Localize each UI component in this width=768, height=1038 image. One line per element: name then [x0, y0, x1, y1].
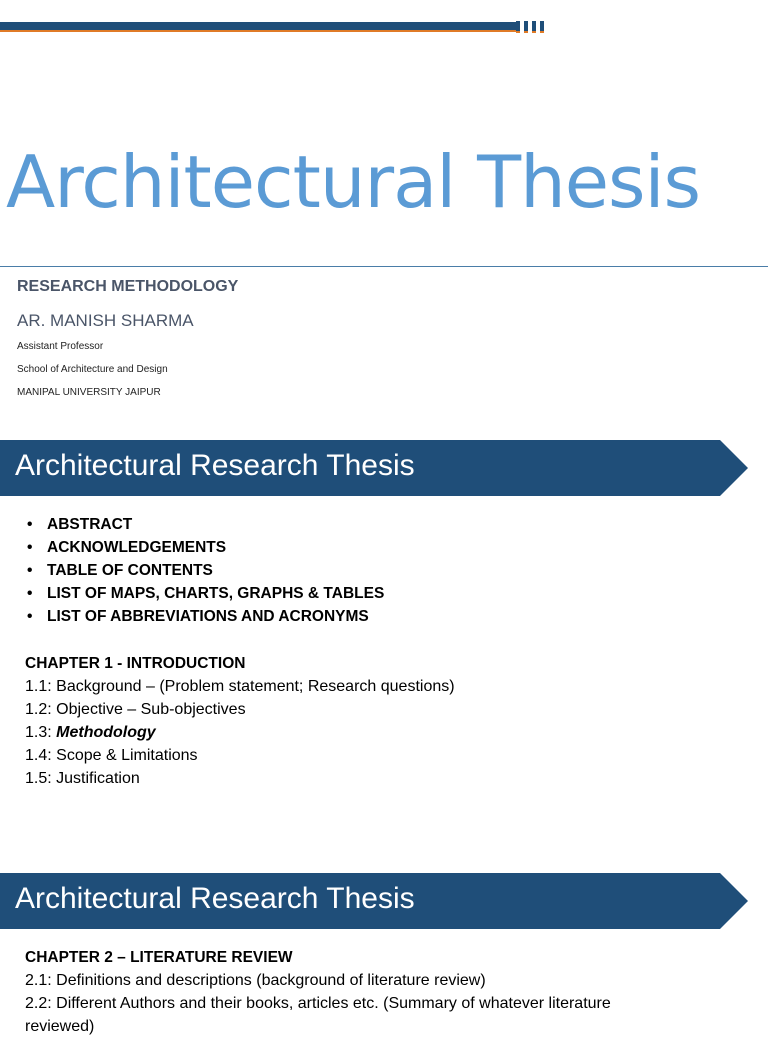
subtitle: RESEARCH METHODOLOGY	[17, 278, 239, 295]
item-text: Objective – Sub-objectives	[56, 701, 246, 718]
bullet-icon: •	[27, 562, 33, 579]
top-decorative-bar	[0, 22, 516, 32]
chapter-item	[25, 969, 611, 992]
title-divider	[0, 266, 768, 267]
chapter-item	[25, 721, 455, 744]
banner-arrow-tip	[720, 440, 748, 496]
chapter-heading: CHAPTER 1 - INTRODUCTION	[25, 655, 246, 672]
chapter-item	[25, 1015, 611, 1038]
item-text-emphasized: Methodology	[56, 724, 156, 741]
item-number: 1.4:	[25, 747, 57, 764]
chapter-item	[25, 992, 611, 1015]
banner-heading: Architectural Research Thesis	[15, 882, 415, 915]
item-number: 1.1:	[25, 678, 57, 695]
item-text: Justification	[56, 770, 140, 787]
item-number: 1.2:	[25, 701, 57, 718]
item-number: 2.2:	[25, 995, 57, 1012]
decorative-ticks	[516, 21, 546, 33]
item-text: Scope & Limitations	[56, 747, 198, 764]
chapter-1-block	[25, 652, 455, 790]
list-item	[27, 582, 384, 605]
bullet-icon: •	[27, 608, 33, 625]
list-item	[27, 536, 384, 559]
item-text: Different Authors and their books, articles etc. (Summary of whatever literature	[56, 995, 611, 1012]
list-item-label: LIST OF ABBREVIATIONS AND ACRONYMS	[47, 608, 369, 625]
bullet-icon: •	[27, 539, 33, 556]
list-item-label: LIST OF MAPS, CHARTS, GRAPHS & TABLES	[47, 585, 385, 602]
chapter-item	[25, 744, 455, 767]
item-text: Background – (Problem statement; Research questions)	[56, 678, 455, 695]
list-item-label: ABSTRACT	[47, 516, 133, 533]
chapter-2-block	[25, 946, 611, 1038]
bullet-icon: •	[27, 585, 33, 602]
item-number: 2.1:	[25, 972, 57, 989]
list-item-label: TABLE OF CONTENTS	[47, 562, 213, 579]
bullet-icon: •	[27, 516, 33, 533]
slide-title: Architectural Thesis	[6, 140, 701, 224]
banner-heading: Architectural Research Thesis	[15, 449, 415, 482]
author-name: AR. MANISH SHARMA	[17, 311, 194, 330]
banner-arrow-tip	[720, 873, 748, 929]
front-matter-list	[27, 513, 384, 628]
item-number: 1.3:	[25, 724, 57, 741]
chapter-item	[25, 767, 455, 790]
list-item	[27, 559, 384, 582]
author-position: Assistant Professor	[17, 341, 104, 352]
section-banner	[0, 440, 748, 496]
item-number: 1.5:	[25, 770, 57, 787]
chapter-item	[25, 698, 455, 721]
chapter-heading: CHAPTER 2 – LITERATURE REVIEW	[25, 949, 293, 966]
list-item	[27, 605, 384, 628]
list-item	[27, 513, 384, 536]
list-item-label: ACKNOWLEDGEMENTS	[47, 539, 227, 556]
section-banner	[0, 873, 748, 929]
author-university: MANIPAL UNIVERSITY JAIPUR	[17, 387, 161, 398]
chapter-item	[25, 675, 455, 698]
item-text: reviewed)	[25, 1018, 95, 1035]
author-school: School of Architecture and Design	[17, 364, 168, 375]
item-text: Definitions and descriptions (background of literature review)	[56, 972, 486, 989]
